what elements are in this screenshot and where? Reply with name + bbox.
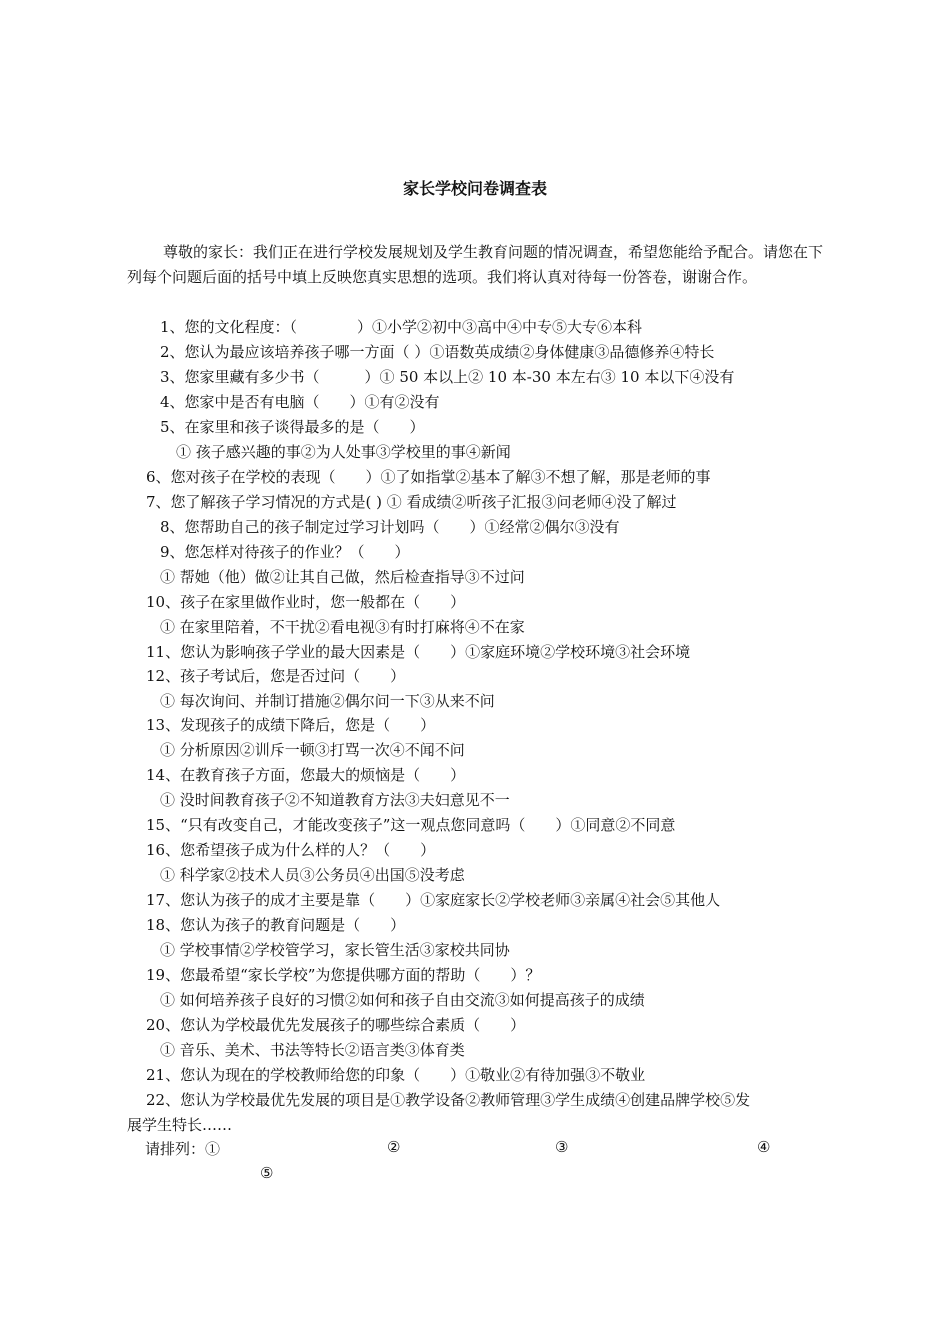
ranking-row: [145, 1138, 845, 1182]
question-line: 22、您认为学校最优先发展的项目是①教学设备②教师管理③学生成绩④创建品牌学校⑤发: [146, 1091, 751, 1109]
question-line: 8、您帮助自己的孩子制定过学习计划吗（ ）①经常②偶尔③没有: [160, 518, 620, 536]
question-line: 20、您认为学校最优先发展孩子的哪些综合素质（ ）: [146, 1016, 526, 1034]
question-line: 16、您希望孩子成为什么样的人？（ ）: [146, 841, 436, 859]
question-line: 12、孩子考试后，您是否过问（ ）: [146, 667, 406, 685]
ranking-slot-5: ⑤: [260, 1164, 274, 1182]
question-options: ① 每次询问、并制订措施②偶尔问一下③从来不问: [160, 692, 495, 710]
question-line: 21、您认为现在的学校教师给您的印象（ ）①敬业②有待加强③不敬业: [146, 1066, 646, 1084]
question-line: 6、您对孩子在学校的表现（ ）①了如指掌②基本了解③不想了解，那是老师的事: [146, 468, 711, 486]
ranking-slot-2: ②: [387, 1138, 401, 1156]
question-line: 2、您认为最应该培养孩子哪一方面（ ）①语数英成绩②身体健康③品德修养④特长: [160, 343, 715, 361]
question-options: ① 帮她（他）做②让其自己做，然后检查指导③不过问: [160, 568, 525, 586]
ranking-slot-3: ③: [555, 1138, 569, 1156]
question-options: ① 学校事情②学校管学习，家长管生活③家校共同协: [160, 941, 510, 959]
question-options: ① 没时间教育孩子②不知道教育方法③夫妇意见不一: [160, 791, 510, 809]
question-options: ① 在家里陪着，不干扰②看电视③有时打麻将④不在家: [160, 618, 525, 636]
intro-paragraph: 尊敬的家长：我们正在进行学校发展规划及学生教育问题的情况调查，希望您能给予配合。请您在下列每个问题后面的括号中填上反映您真实思想的选项。我们将认真对待每一份答卷，谢谢合作。: [127, 243, 824, 286]
question-line: 13、发现孩子的成绩下降后，您是（ ）: [146, 716, 436, 734]
question-line: 19、您最希望“家长学校”为您提供哪方面的帮助（ ）？: [146, 966, 541, 984]
question-line: 14、在教育孩子方面，您最大的烦恼是（ ）: [146, 766, 466, 784]
ranking-slot-4: ④: [757, 1138, 771, 1156]
question-line: 18、您认为孩子的教育问题是（ ）: [146, 916, 406, 934]
question-options: ① 孩子感兴趣的事②为人处事③学校里的事④新闻: [176, 443, 511, 461]
question-options: ① 音乐、美术、书法等特长②语言类③体育类: [160, 1041, 465, 1059]
ranking-label: 请排列：①: [145, 1140, 221, 1158]
question-line: 5、在家里和孩子谈得最多的是（ ）: [160, 418, 425, 436]
question-line: 展学生特长……: [127, 1116, 233, 1134]
question-line: 11、您认为影响孩子学业的最大因素是（ ）①家庭环境②学校环境③社会环境: [146, 643, 691, 661]
question-line: 3、您家里藏有多少书（ ）① 50 本以上② 10 本-30 本左右③ 10 本以下④没有: [160, 368, 735, 386]
question-options: ① 分析原因②训斥一顿③打骂一次④不闻不问: [160, 741, 465, 759]
question-line: 17、您认为孩子的成才主要是靠（ ）①家庭家长②学校老师③亲属④社会⑤其他人: [146, 891, 721, 909]
question-line: 9、您怎样对待孩子的作业？（ ）: [160, 543, 410, 561]
question-line: 1、您的文化程度：（ ）①小学②初中③高中④中专⑤大专⑥本科: [160, 318, 643, 336]
question-options: ① 如何培养孩子良好的习惯②如何和孩子自由交流③如何提高孩子的成绩: [160, 991, 645, 1009]
question-options: ① 科学家②技术人员③公务员④出国⑤没考虑: [160, 866, 465, 884]
question-line: 4、您家中是否有电脑（ ）①有②没有: [160, 393, 440, 411]
question-line: 7、您了解孩子学习情况的方式是( ) ① 看成绩②听孩子汇报③问老师④没了解过: [146, 493, 677, 511]
page-title: 家长学校问卷调查表: [402, 179, 547, 198]
question-line: 10、孩子在家里做作业时，您一般都在（ ）: [146, 593, 466, 611]
question-line: 15、“只有改变自己，才能改变孩子”这一观点您同意吗（ ）①同意②不同意: [146, 816, 676, 834]
